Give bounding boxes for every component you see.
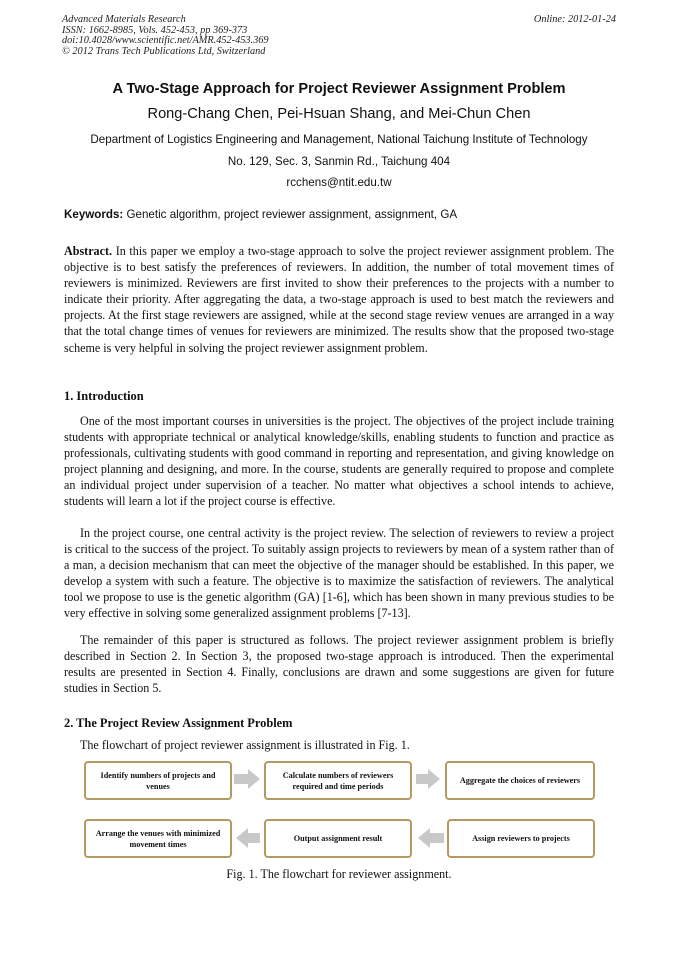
abstract: [64, 243, 614, 356]
journal-name: Advanced Materials Research: [62, 14, 186, 25]
section2-intro: The flowchart of project reviewer assignment is illustrated in Fig. 1.: [80, 738, 410, 752]
flow-box-calculate: Calculate numbers of reviewers required and time periods: [264, 761, 412, 800]
section-heading-introduction: 1. Introduction: [64, 389, 144, 403]
flow-box-assign: Assign reviewers to projects: [447, 819, 595, 858]
paper-authors: Rong-Chang Chen, Pei-Hsuan Shang, and Mei-Chun Chen: [147, 106, 531, 122]
keywords-text: Genetic algorithm, project reviewer assignment, assignment, GA: [126, 208, 458, 221]
arrow-right-icon: [416, 769, 440, 789]
flow-box-aggregate: Aggregate the choices of reviewers: [445, 761, 595, 800]
flow-box-identify: Identify numbers of projects and venues: [84, 761, 232, 800]
address: No. 129, Sec. 3, Sanmin Rd., Taichung 404: [227, 155, 451, 168]
intro-paragraph-3: The remainder of this paper is structured as follows. The project reviewer assignment problem is briefly described in Section 2. In Section 3, the proposed two-stage approach is introduced. Then the experimental results are presented in Section 4. Finally, conclusions are drawn and some suggestions are given for future studies in Section 5.: [64, 633, 614, 696]
arrow-left-icon: [418, 828, 444, 848]
email[interactable]: rcchens@ntit.edu.tw: [286, 176, 392, 189]
affiliation: Department of Logistics Engineering and Management, National Taichung Institute of Technology: [90, 133, 588, 146]
keywords-label: Keywords:: [64, 208, 124, 221]
abstract-text: In this paper we employ a two-stage approach to solve the project reviewer assignment problem. The objective is to best satisfy the preferences of reviewers. In addition, the number of total movement times of reviewers is minimized. Reviewers are first invited to show their preferences to the projects with a number to indicate their priority. After aggregating the data, a two-stage approach is used to best match the reviewers and projects. At the first stage reviewers are assigned, while at the second stage review venues are arranged in a way that the total change times of venues for reviewers are minimized. The results show that the proposed two-stage scheme is very helpful in solving the project reviewer assignment problem.: [64, 244, 614, 355]
flowchart-figure: [84, 760, 596, 858]
section-heading-problem: 2. The Project Review Assignment Problem: [64, 716, 293, 730]
intro-paragraph-1: One of the most important courses in universities is the project. The objectives of the project include training students with appropriate technical or analytical knowledge/skills, enabling students to function and practice as professionals, cultivating students with good command in reporting and representation, and giving knowledge on project planning and designing, and more. In the course, students are generally required to propose and complete an individual project under supervision of a teacher. No matter what objectives a school intends to achieve, students will learn a lot if the project course is effective.: [64, 414, 614, 509]
arrow-right-icon: [234, 769, 260, 789]
arrow-left-icon: [236, 828, 260, 848]
figure-caption: Fig. 1. The flowchart for reviewer assignment.: [226, 867, 452, 881]
intro-paragraph-2: In the project course, one central activity is the project review. The selection of reviewers to review a project is critical to the success of the project. To suitably assign projects to reviewers by mean of a system rather than of a man, a decision mechanism that can meet the objective of the manager should be established. In this paper, we develop a system with such a feature. The objective is to maximize the satisfaction of reviewers. The analytical tool we propose to use is the genetic algorithm (GA) [1-6], which has been shown in many previous studies to be very effective in solving some generalized assignment problems [7-13].: [64, 526, 614, 621]
flow-box-output: Output assignment result: [264, 819, 412, 858]
keywords: [64, 208, 616, 221]
abstract-label: Abstract.: [64, 244, 113, 258]
paper-title: A Two-Stage Approach for Project Reviewer Assignment Problem: [112, 81, 566, 97]
journal-doi[interactable]: doi:10.4028/www.scientific.net/AMR.452-453.369: [62, 35, 269, 46]
journal-copyright: © 2012 Trans Tech Publications Ltd, Switzerland: [62, 45, 266, 57]
journal-header: [62, 15, 616, 57]
flow-box-arrange: Arrange the venues with minimized movement times: [84, 819, 232, 858]
journal-issn: ISSN: 1662-8985, Vols. 452-453, pp 369-373: [62, 24, 248, 36]
online-date: Online: 2012-01-24: [533, 14, 616, 25]
